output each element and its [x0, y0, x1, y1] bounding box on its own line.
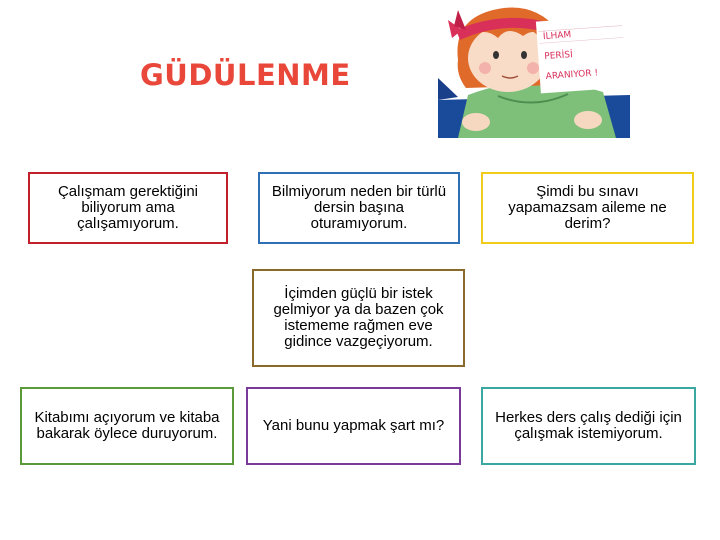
thought-text: Yani bunu yapmak şart mı?	[262, 417, 445, 434]
thought-text: Bilmiyorum neden bir türlü dersin başına oturamıyorum.	[271, 183, 447, 232]
page-title: GÜDÜLENME	[140, 58, 351, 92]
thought-box-6	[246, 387, 461, 465]
thought-box-2	[258, 172, 460, 244]
face-shape	[468, 24, 548, 92]
thought-box-4	[252, 269, 465, 367]
girl-illustration	[438, 0, 630, 138]
sign-line-3: ARANIYOR !	[545, 68, 599, 82]
thought-text: Kitabımı açıyorum ve kitaba bakarak öylece duruyorum.	[34, 409, 220, 442]
thought-text: Çalışmam gerektiğini biliyorum ama çalışamıyorum.	[57, 183, 199, 232]
thought-text: Herkes ders çalış dediği için çalışmak istemiyorum.	[495, 409, 682, 442]
thought-box-7	[481, 387, 696, 465]
sign-line-2: PERİSİ	[544, 50, 574, 63]
thought-text: İçimden güçlü bir istek gelmiyor ya da bazen çok istememe rağmen eve gidince vazgeçiyorum.	[273, 285, 444, 350]
thought-box-1	[28, 172, 228, 244]
thought-box-3	[481, 172, 694, 244]
thought-box-5	[20, 387, 234, 465]
sign-line-1: İLHAM	[542, 30, 572, 43]
thought-text: Şimdi bu sınavı yapamazsam aileme ne derim?	[508, 183, 667, 232]
